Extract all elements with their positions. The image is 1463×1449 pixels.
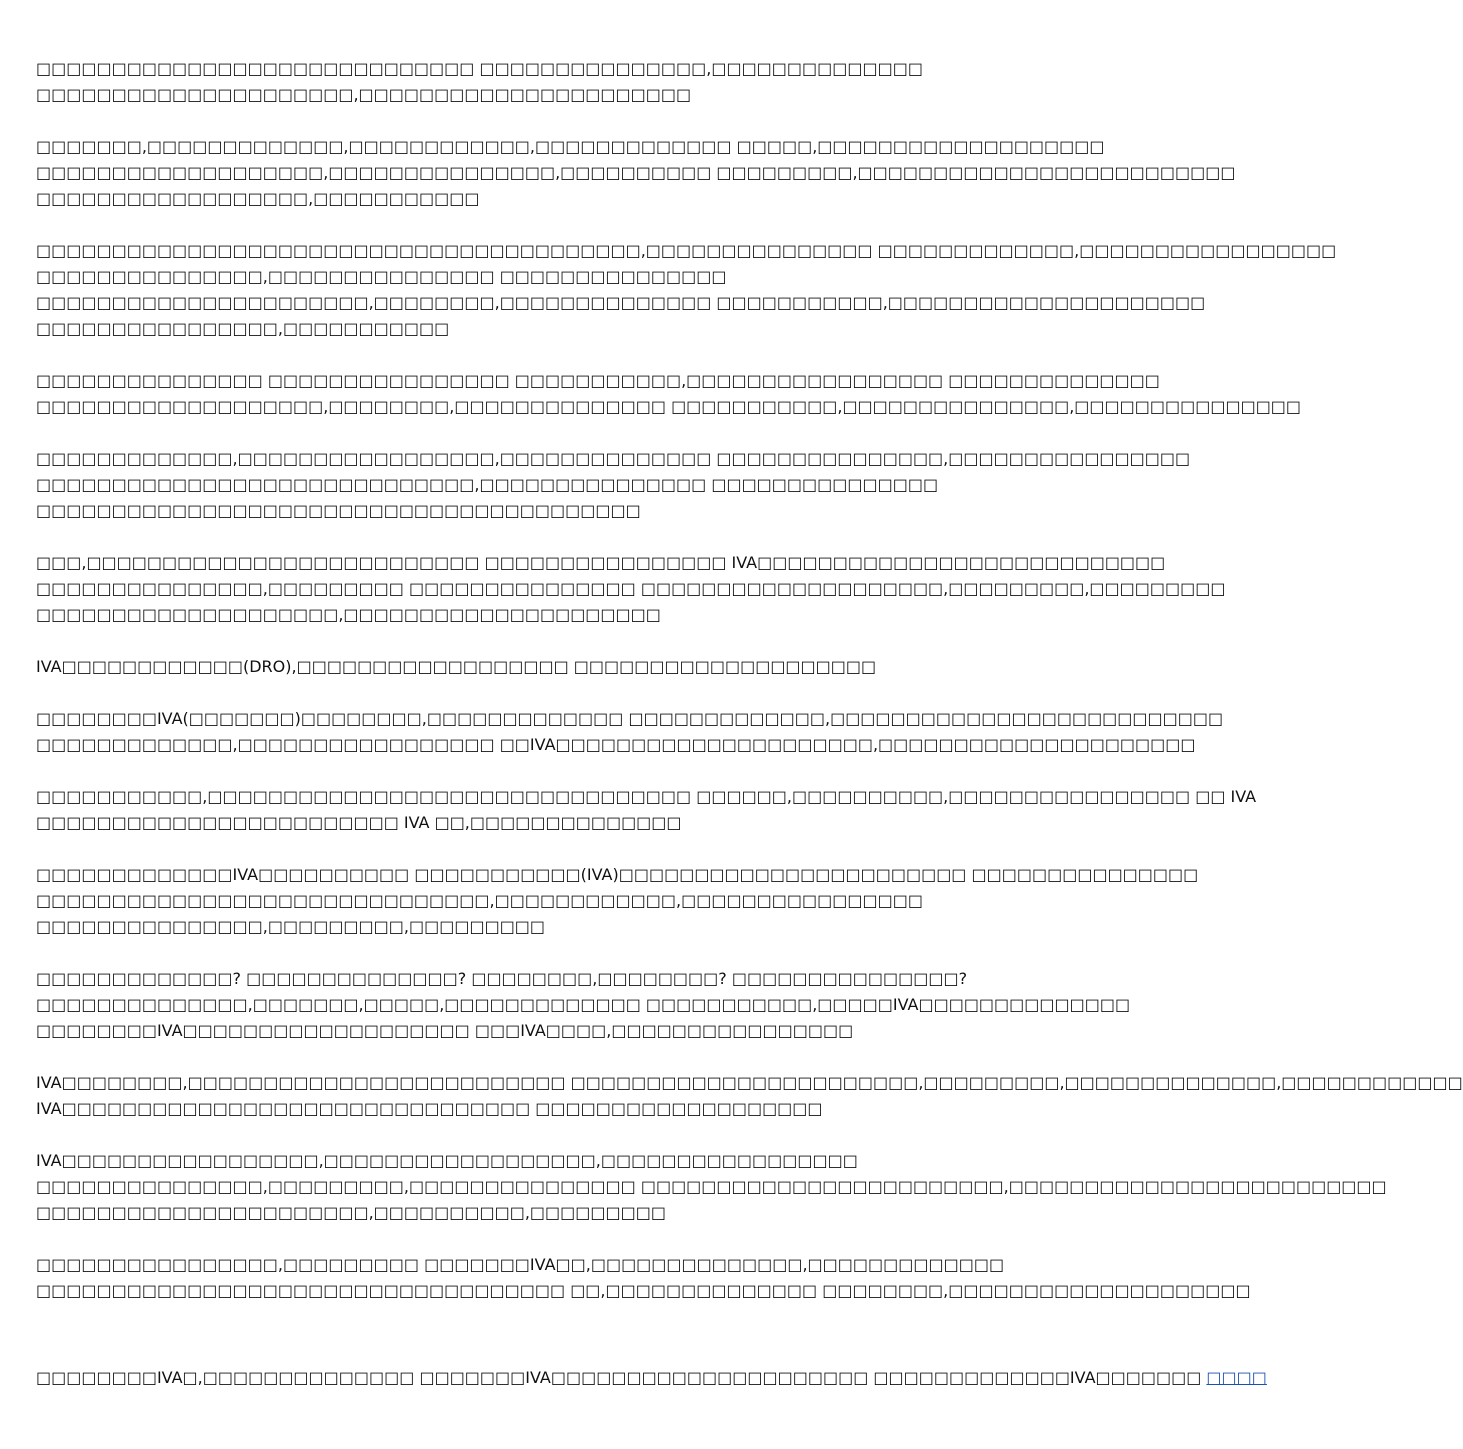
paragraph-line: IVA□□□□□□□□,□□□□□□□□□□□□□□□□□□□□□□□□□ □□□□□□□□□□□□□□□□□□□□□□□,□□□□□□□□□,□□□□□□□□□□□□□□,□□□□□□□□□□□□ <box>36 1073 1463 1092</box>
paragraph-line: □□□□□□□□□□□□□IVA□□□□□□□□□□ □□□□□□□□□□□(IVA)□□□□□□□□□□□□□□□□□□□□□□□ □□□□□□□□□□□□□□□ <box>36 865 1199 884</box>
paragraph-line: □□□□□□□□□□□□□□□□□□,□□□□□□□□□□□ <box>36 189 480 208</box>
paragraph-line: □□□□□□□□□□□□□□□□□□□,□□□□□□□□□□□□□□□,□□□□□□□□□□ □□□□□□□□□,□□□□□□□□□□□□□□□□□□□□□□□□□ <box>36 163 1236 182</box>
paragraph <box>36 706 1224 758</box>
paragraph-line: □□□□□□□□□□□□□□,□□□□□□□,□□□□□,□□□□□□□□□□□□□ □□□□□□□□□□□,□□□□□IVA□□□□□□□□□□□□□□ <box>36 995 1131 1014</box>
paragraph-line: □□□□□□□□□□□□□□□□□□□□□□,□□□□□□□□,□□□□□□□□□□□□□□ □□□□□□□□□□□,□□□□□□□□□□□□□□□□□□□□□ <box>36 293 1206 312</box>
paragraph-last <box>36 1365 1267 1391</box>
paragraph-line: □□□□□□□□□□□□□□□□□□□□□□□□□□□□□□,□□□□□□□□□□□□,□□□□□□□□□□□□□□□□ <box>36 891 923 910</box>
paragraph <box>36 862 1199 940</box>
paragraph-line: □□□□□□□□□□□□□□□□□□□□□□□□□□□□□□□□□□□ □□,□□□□□□□□□□□□□□ □□□□□□□□,□□□□□□□□□□□□□□□□□□□□ <box>36 1281 1251 1300</box>
paragraph-line: □□□□□□□□□□□□□□□□,□□□□□□□□□ □□□□□□□IVA□□,□□□□□□□□□□□□□□,□□□□□□□□□□□□□ <box>36 1255 1005 1274</box>
paragraph <box>36 1148 1387 1226</box>
paragraph <box>36 966 1131 1044</box>
paragraph-line: □□□□□□□□□□□,□□□□□□□□□□□□□□□□□□□□□□□□□□□□□□□□ □□□□□□,□□□□□□□□□□,□□□□□□□□□□□□□□□□ □□ IVA <box>36 787 1257 806</box>
paragraph-line: □□□□□□□□□□□□□□□,□□□□□□□□□,□□□□□□□□□□□□□□□ □□□□□□□□□□□□□□□□□□□□□□□□,□□□□□□□□□□□□□□□□□□□□□□□□□ <box>36 1177 1387 1196</box>
paragraph <box>36 784 1257 836</box>
paragraph-line: □□□□□□□□IVA□□□□□□□□□□□□□□□□□□□ □□□IVA□□□□,□□□□□□□□□□□□□□□□ <box>36 1021 854 1040</box>
paragraph <box>36 56 996 108</box>
paragraph-line: □□□□□□□□□□□□□□□□□□□□,□□□□□□□□□□□□□□□□□□□□□ <box>36 605 661 624</box>
paragraph-line: □□□□□□□□□□□□□□□□□□□□□□□□□□□□□□□□□□□□□□□□,□□□□□□□□□□□□□□□ □□□□□□□□□□□□□,□□□□□□□□□□□□□□□□□ <box>36 241 1337 260</box>
paragraph <box>36 654 996 680</box>
paragraph-line: □□□□□□□□□□□□□□□□□□□□□□□□□□□□□ □□□□□□□□□□□□□□□,□□□□□□□□□□□□□□ <box>36 59 923 78</box>
paragraph <box>36 446 1191 524</box>
paragraph-line: □□□□□□□□□□□□□□□ □□□□□□□□□□□□□□□□ □□□□□□□□□□□,□□□□□□□□□□□□□□□□□ □□□□□□□□□□□□□□ <box>36 371 1160 390</box>
paragraph <box>36 1070 1463 1122</box>
paragraph-line: □□□□□□□□□□□□□□□□□□□□□□□□□□□□□□□□□□□□□□□□ <box>36 501 641 520</box>
paragraph-line: □□□□□□□□□□□□□□□□□□□□□□,□□□□□□□□□□,□□□□□□□□□ <box>36 1203 666 1222</box>
paragraph <box>36 550 1226 628</box>
paragraph-line: IVA□□□□□□□□□□□□□□□□□□□□□□□□□□□□□□□ □□□□□□□□□□□□□□□□□□□ <box>36 1099 823 1118</box>
paragraph-line: □□□□□□□□□□□□□□□,□□□□□□□□□ □□□□□□□□□□□□□□□ □□□□□□□□□□□□□□□□□□□□,□□□□□□□□□,□□□□□□□□□ <box>36 579 1226 598</box>
paragraph-line: □□□□□□□□□□□□□□□□□□□□□□□□□□□□□,□□□□□□□□□□□□□□□ □□□□□□□□□□□□□□□ <box>36 475 939 494</box>
paragraph-line: □□□□□□□□□□□□□□□,□□□□□□□□□□□□□□□ □□□□□□□□□□□□□□□ <box>36 267 727 286</box>
paragraph-line: □□□□□□□□□□□□□,□□□□□□□□□□□□□□□□□,□□□□□□□□□□□□□□ □□□□□□□□□□□□□□□,□□□□□□□□□□□□□□□□ <box>36 449 1191 468</box>
paragraph-line: □□□,□□□□□□□□□□□□□□□□□□□□□□□□□□ □□□□□□□□□□□□□□□□ IVA□□□□□□□□□□□□□□□□□□□□□□□□□□□ <box>36 553 1166 572</box>
paragraph <box>36 238 1337 342</box>
paragraph-last-text: □□□□□□□□IVA□,□□□□□□□□□□□□□□ □□□□□□□IVA□□□□□□□□□□□□□□□□□□□□□ □□□□□□□□□□□□□IVA□□□□□□□ <box>36 1368 1207 1387</box>
paragraph-line: □□□□□□□□□□□□□□□□,□□□□□□□□□□□ <box>36 319 450 338</box>
paragraph-line: □□□□□□□□IVA(□□□□□□□)□□□□□□□□,□□□□□□□□□□□□□ □□□□□□□□□□□□□,□□□□□□□□□□□□□□□□□□□□□□□□□□ <box>36 709 1224 728</box>
paragraph-line: □□□□□□□,□□□□□□□□□□□□□,□□□□□□□□□□□□,□□□□□□□□□□□□□ □□□□□,□□□□□□□□□□□□□□□□□□□ <box>36 137 1105 156</box>
paragraph-line: □□□□□□□□□□□□□? □□□□□□□□□□□□□□? □□□□□□□□,□□□□□□□□? □□□□□□□□□□□□□□□? <box>36 969 968 988</box>
paragraph-line: □□□□□□□□□□□□□□□□□□□□□,□□□□□□□□□□□□□□□□□□□□□□ <box>36 85 692 104</box>
document-body <box>36 56 1463 1330</box>
paragraph-line: □□□□□□□□□□□□□□□,□□□□□□□□□,□□□□□□□□□ <box>36 917 546 936</box>
paragraph <box>36 134 1236 212</box>
paragraph <box>36 1252 1251 1304</box>
paragraph-line: □□□□□□□□□□□□□□□□□□□□□□□□ IVA □□,□□□□□□□□□□□□□□ <box>36 813 682 832</box>
paragraph-line: IVA□□□□□□□□□□□□□□□□□,□□□□□□□□□□□□□□□□□□,□□□□□□□□□□□□□□□□□ <box>36 1151 858 1170</box>
paragraph-line: □□□□□□□□□□□□□□□□□□□,□□□□□□□□,□□□□□□□□□□□□□□ □□□□□□□□□□□,□□□□□□□□□□□□□□□,□□□□□□□□□□□□□□□ <box>36 397 1302 416</box>
read-more-link[interactable]: □□□□ <box>1206 1368 1267 1387</box>
paragraph <box>36 368 1302 420</box>
paragraph-line: IVA□□□□□□□□□□□□(DRO),□□□□□□□□□□□□□□□□□□ □□□□□□□□□□□□□□□□□□□□ <box>36 657 877 676</box>
paragraph-line: □□□□□□□□□□□□□,□□□□□□□□□□□□□□□□□ □□IVA□□□□□□□□□□□□□□□□□□□□□,□□□□□□□□□□□□□□□□□□□□□ <box>36 735 1196 754</box>
